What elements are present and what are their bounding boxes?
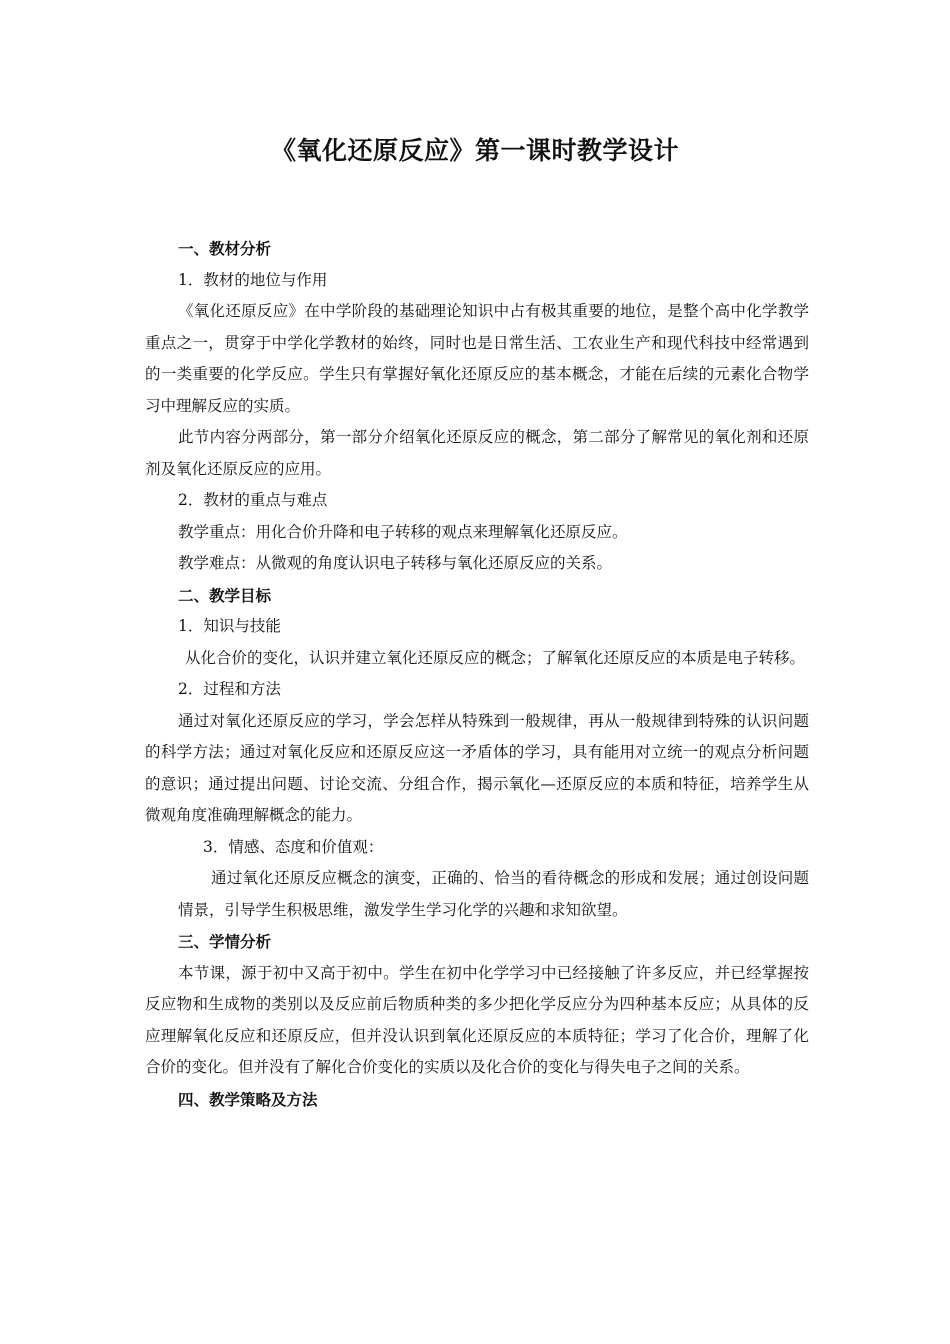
section-heading: 二、教学目标 <box>178 585 272 605</box>
subsection-heading: 2．过程和方法 <box>178 680 281 698</box>
document-title: 《氧化还原反应》第一课时教学设计 <box>270 136 679 165</box>
subsection-heading: 1．知识与技能 <box>178 617 281 635</box>
paragraph: 教学重点：用化合价升降和电子转移的观点来理解氧化还原反应。 <box>178 522 628 541</box>
paragraph: 教学难点：从微观的角度认识电子转移与氧化还原反应的关系。 <box>178 554 613 572</box>
subsection-heading: 3．情感、态度和价值观： <box>203 837 384 856</box>
paragraph: 通过对氧化还原反应的学习，学会怎样从特殊到一般规律，再从一般规律到特殊的认识问题的科学方法；通过对氧化反应和还原反应这一矛盾体的学习，具有能用对立统一的观点分析问题的意识；通过提出问题、讨论交流、分组合作，揭示氧化—还原反应的本质和特征，培养学生从微观角度准确理解概念的能力。 <box>145 711 809 824</box>
paragraph: 通过氧化还原反应概念的演变，正确的、恰当的看待概念的形成和发展；通过创设问题情景，引导学生积极思维，激发学生学习化学的兴趣和求知欲望。 <box>178 869 809 919</box>
paragraph: 从化合价的变化，认识并建立氧化还原反应的概念；了解氧化还原反应的本质是电子转移。 <box>185 648 806 667</box>
paragraph: 本节课，源于初中又高于初中。学生在初中化学学习中已经接触了许多反应，并已经掌握按反应物和生成物的类别以及反应前后物质种类的多少把化学反应分为四种基本反应；从具体的反应理解氧化反应和还原反应，但并没认识到氧化还原反应的本质特征；学习了化合价，理解了化合价的变化。但并没有了解化合价变化的实质以及化合价的变化与得失电子之间的关系。 <box>145 963 809 1076</box>
subsection-heading: 2．教材的重点与难点 <box>178 491 328 509</box>
section-heading: 三、学情分析 <box>178 932 272 951</box>
section-heading: 四、教学策略及方法 <box>178 1089 318 1109</box>
section-heading: 一、教材分析 <box>178 239 272 258</box>
paragraph: 《氧化还原反应》在中学阶段的基础理论知识中占有极其重要的地位，是整个高中化学教学重点之一，贯穿于中学化学教材的始终，同时也是日常生活、工农业生产和现代科技中经常遇到的一类重要的化学反应。学生只有掌握好氧化还原反应的基本概念，才能在后续的元素化合物学习中理解反应的实质。 <box>145 302 809 415</box>
paragraph: 此节内容分两部分，第一部分介绍氧化还原反应的概念，第二部分了解常见的氧化剂和还原剂及氧化还原反应的应用。 <box>145 428 809 478</box>
document-body <box>145 233 809 1115</box>
subsection-heading: 1．教材的地位与作用 <box>178 270 328 289</box>
